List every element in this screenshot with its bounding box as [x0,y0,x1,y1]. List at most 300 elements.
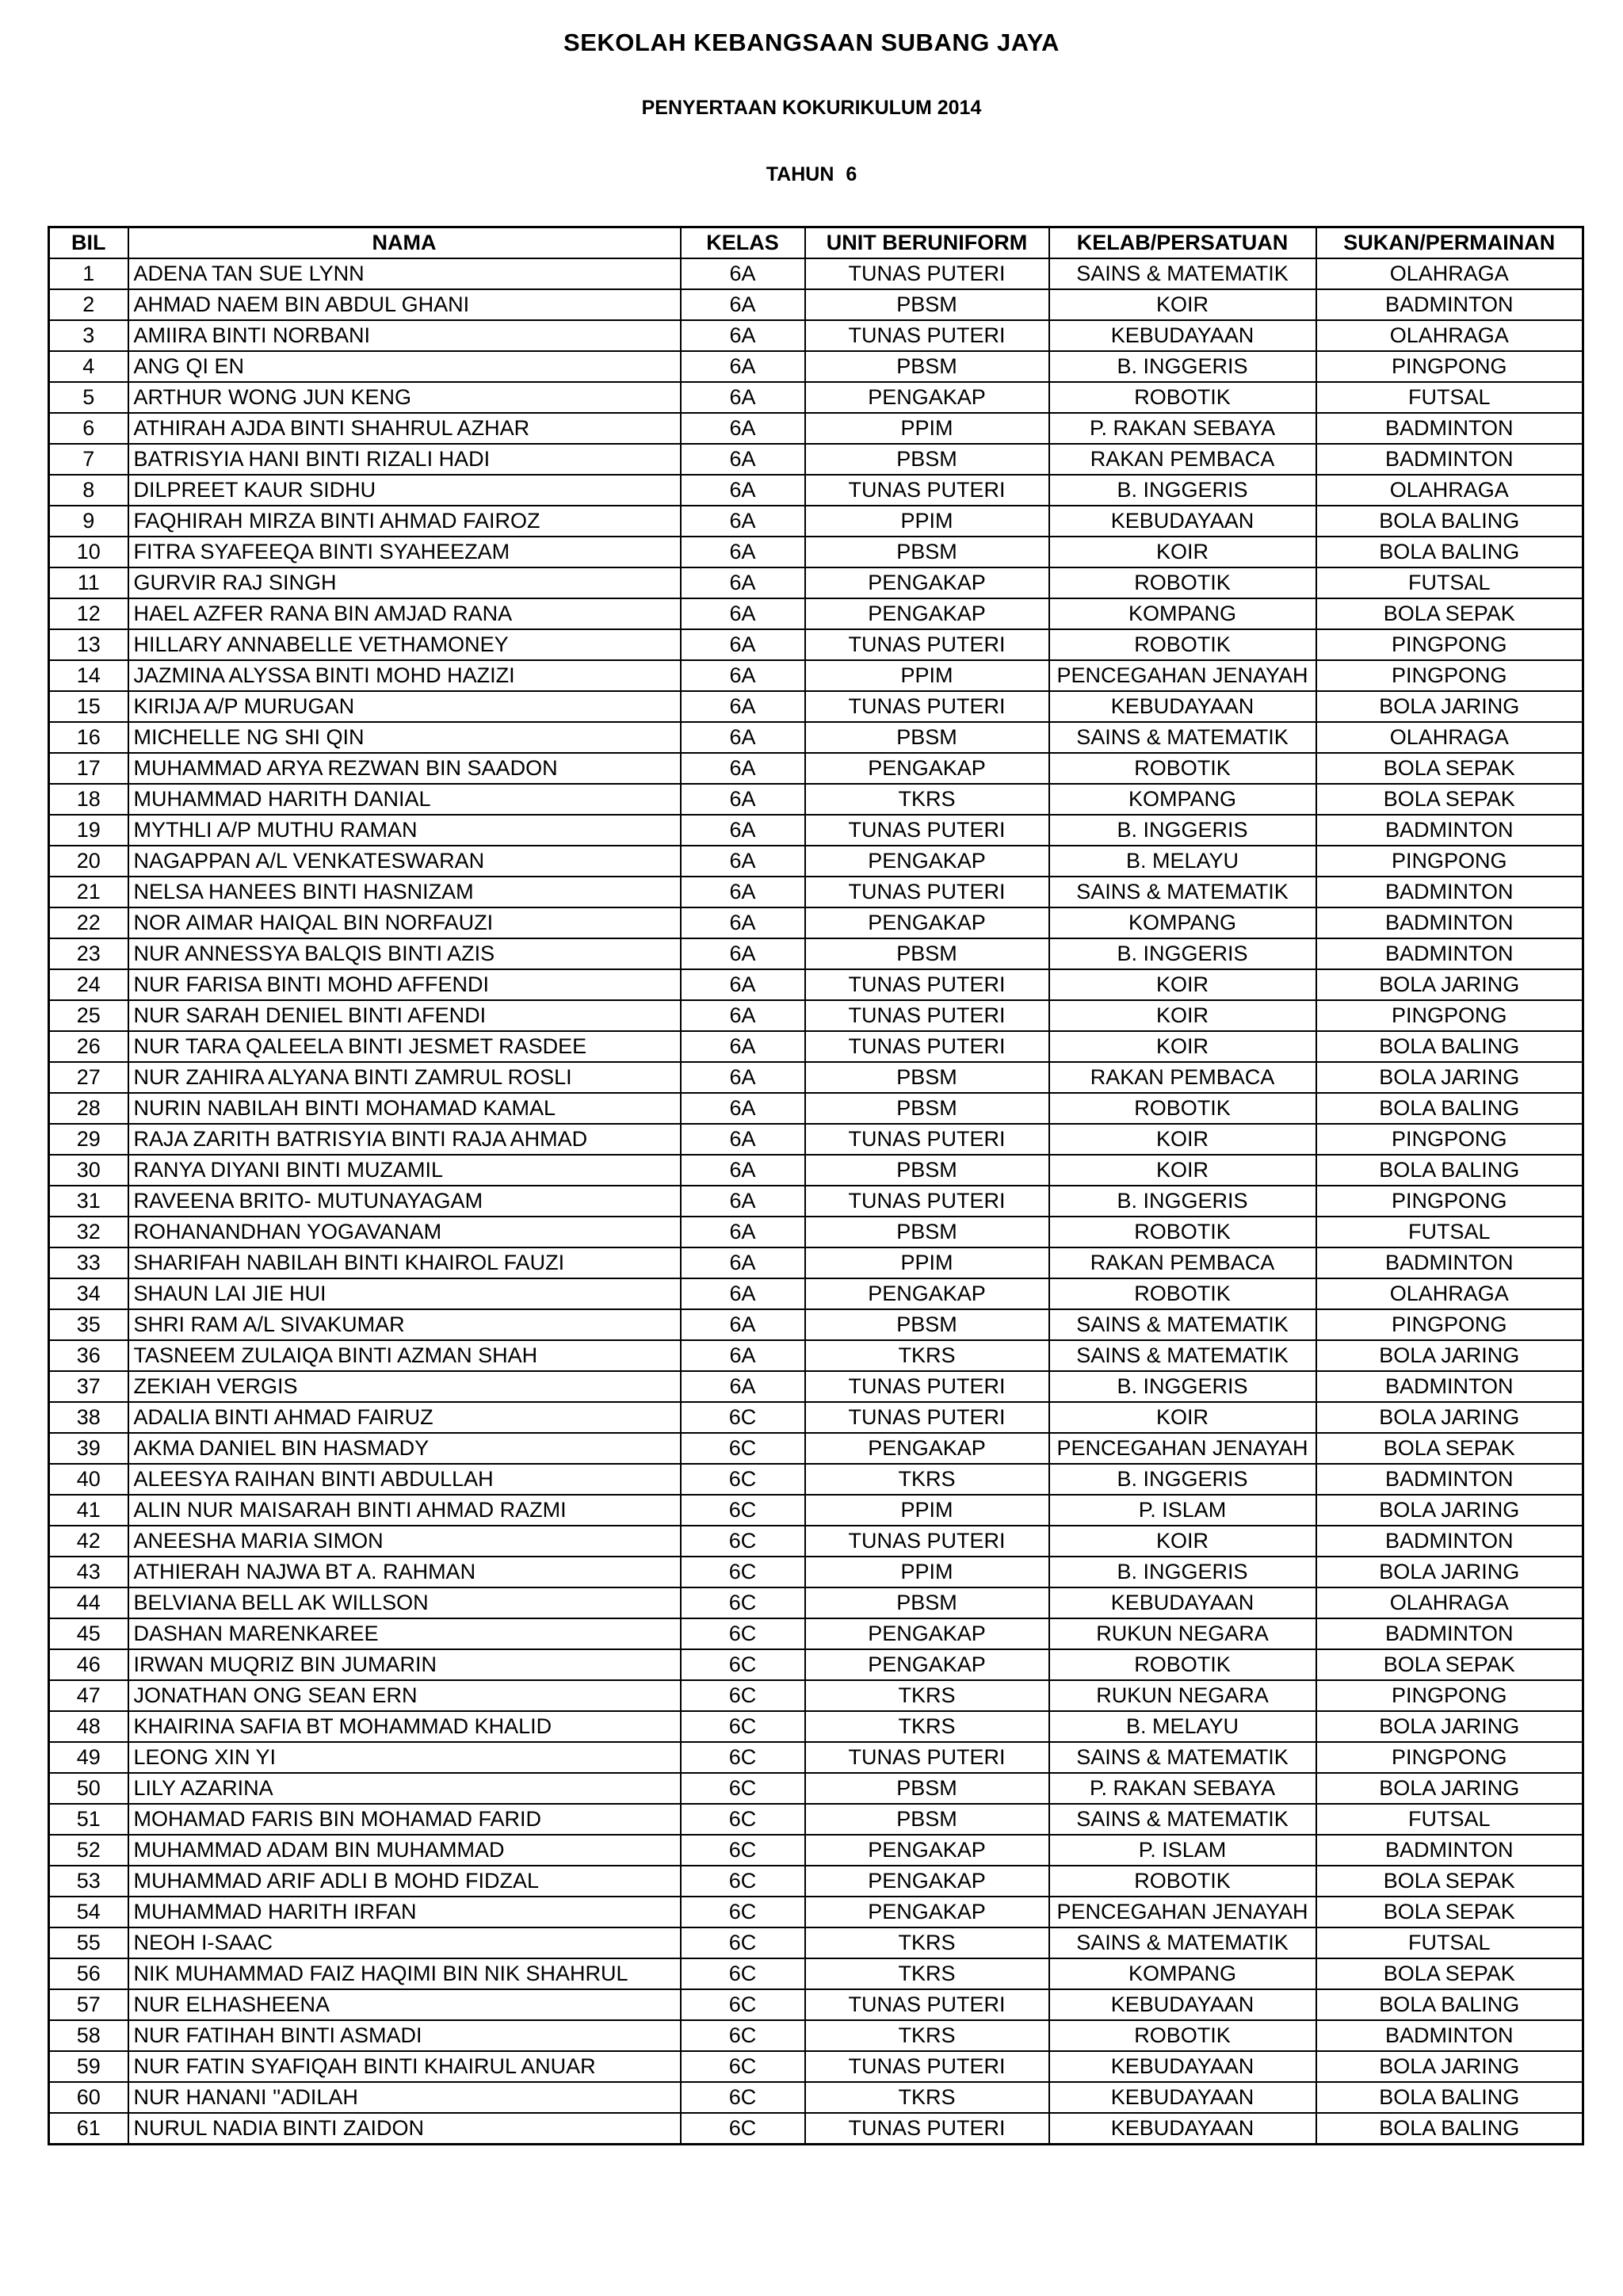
cell-unit-beruniform: TUNAS PUTERI [805,1989,1049,2020]
cell-nama: LEONG XIN YI [128,1742,681,1773]
table-row [49,629,1583,660]
cell-sukan-permainan: BOLA BALING [1316,1031,1583,1062]
cell-kelas: 6A [681,1155,805,1186]
cell-unit-beruniform: TKRS [805,1927,1049,1958]
cell-unit-beruniform: TUNAS PUTERI [805,475,1049,506]
table-row [49,969,1583,1000]
cell-nama: SHARIFAH NABILAH BINTI KHAIROL FAUZI [128,1247,681,1278]
cell-nama: NAGAPPAN A/L VENKATESWARAN [128,846,681,877]
cell-kelas: 6A [681,1062,805,1093]
cell-kelab-persatuan: SAINS & MATEMATIK [1049,1742,1316,1773]
cell-kelab-persatuan: SAINS & MATEMATIK [1049,722,1316,753]
cell-sukan-permainan: BADMINTON [1316,938,1583,969]
table-row [49,1155,1583,1186]
cell-kelab-persatuan: ROBOTIK [1049,567,1316,598]
cell-bil: 40 [49,1464,128,1495]
table-row [49,753,1583,784]
cell-bil: 23 [49,938,128,969]
cell-bil: 13 [49,629,128,660]
cell-unit-beruniform: PBSM [805,1773,1049,1804]
cell-bil: 22 [49,907,128,938]
cell-kelab-persatuan: PENCEGAHAN JENAYAH [1049,660,1316,691]
cell-kelas: 6A [681,351,805,382]
cell-kelab-persatuan: KOIR [1049,1124,1316,1155]
cell-nama: HILLARY ANNABELLE VETHAMONEY [128,629,681,660]
cell-bil: 36 [49,1340,128,1371]
cell-unit-beruniform: PBSM [805,1062,1049,1093]
cell-kelab-persatuan: B. INGGERIS [1049,1371,1316,1402]
cell-kelab-persatuan: B. INGGERIS [1049,1464,1316,1495]
cell-sukan-permainan: FUTSAL [1316,1217,1583,1247]
table-row [49,2113,1583,2145]
table-body [49,258,1583,2145]
cell-unit-beruniform: PBSM [805,1217,1049,1247]
table-row [49,475,1583,506]
cell-sukan-permainan: BOLA BALING [1316,537,1583,567]
cell-kelas: 6C [681,1649,805,1680]
table-row [49,1958,1583,1989]
cell-kelab-persatuan: SAINS & MATEMATIK [1049,1927,1316,1958]
table-row [49,413,1583,444]
cell-nama: MUHAMMAD HARITH IRFAN [128,1897,681,1927]
table-row [49,784,1583,815]
cell-kelas: 6C [681,1958,805,1989]
cell-unit-beruniform: PENGAKAP [805,1649,1049,1680]
cell-sukan-permainan: PINGPONG [1316,1186,1583,1217]
cell-bil: 47 [49,1680,128,1711]
cell-nama: ROHANANDHAN YOGAVANAM [128,1217,681,1247]
cell-unit-beruniform: TUNAS PUTERI [805,1000,1049,1031]
cell-kelab-persatuan: B. INGGERIS [1049,815,1316,846]
cell-kelab-persatuan: KOMPANG [1049,907,1316,938]
cell-kelab-persatuan: KOMPANG [1049,784,1316,815]
cell-sukan-permainan: BOLA SEPAK [1316,1958,1583,1989]
cell-kelas: 6C [681,2020,805,2051]
cell-sukan-permainan: BOLA JARING [1316,691,1583,722]
cell-sukan-permainan: BADMINTON [1316,289,1583,320]
cell-bil: 58 [49,2020,128,2051]
cell-sukan-permainan: BOLA SEPAK [1316,598,1583,629]
cell-bil: 1 [49,258,128,289]
cell-nama: AKMA DANIEL BIN HASMADY [128,1433,681,1464]
cell-sukan-permainan: BOLA JARING [1316,969,1583,1000]
cell-sukan-permainan: OLAHRAGA [1316,1278,1583,1309]
cell-kelab-persatuan: KEBUDAYAAN [1049,691,1316,722]
cell-kelab-persatuan: KOIR [1049,1402,1316,1433]
cell-unit-beruniform: PPIM [805,1495,1049,1526]
cell-nama: KHAIRINA SAFIA BT MOHAMMAD KHALID [128,1711,681,1742]
cell-unit-beruniform: PBSM [805,722,1049,753]
cell-unit-beruniform: TUNAS PUTERI [805,1031,1049,1062]
cell-sukan-permainan: OLAHRAGA [1316,1587,1583,1618]
cell-unit-beruniform: TUNAS PUTERI [805,320,1049,351]
cell-bil: 39 [49,1433,128,1464]
cell-kelab-persatuan: P. ISLAM [1049,1835,1316,1866]
table-row [49,382,1583,413]
cell-unit-beruniform: TUNAS PUTERI [805,1371,1049,1402]
table-row [49,660,1583,691]
cell-unit-beruniform: TKRS [805,784,1049,815]
cell-nama: NUR SARAH DENIEL BINTI AFENDI [128,1000,681,1031]
cell-kelab-persatuan: B. INGGERIS [1049,351,1316,382]
cell-kelas: 6A [681,1000,805,1031]
table-row [49,1124,1583,1155]
cell-sukan-permainan: PINGPONG [1316,351,1583,382]
cell-nama: MUHAMMAD HARITH DANIAL [128,784,681,815]
cell-sukan-permainan: OLAHRAGA [1316,258,1583,289]
cell-unit-beruniform: PPIM [805,660,1049,691]
cell-kelab-persatuan: KOIR [1049,289,1316,320]
cell-kelas: 6C [681,1711,805,1742]
cell-sukan-permainan: BOLA JARING [1316,1557,1583,1587]
cell-nama: LILY AZARINA [128,1773,681,1804]
cell-bil: 8 [49,475,128,506]
cell-bil: 9 [49,506,128,537]
cell-bil: 12 [49,598,128,629]
table-row [49,1649,1583,1680]
cell-unit-beruniform: PENGAKAP [805,907,1049,938]
table-row [49,1495,1583,1526]
cell-sukan-permainan: FUTSAL [1316,1927,1583,1958]
cell-kelab-persatuan: KOIR [1049,1155,1316,1186]
cell-unit-beruniform: PENGAKAP [805,1618,1049,1649]
cell-unit-beruniform: TUNAS PUTERI [805,877,1049,907]
cell-kelas: 6A [681,506,805,537]
cell-nama: ADALIA BINTI AHMAD FAIRUZ [128,1402,681,1433]
cell-bil: 30 [49,1155,128,1186]
cell-bil: 43 [49,1557,128,1587]
cell-kelas: 6A [681,598,805,629]
cell-bil: 44 [49,1587,128,1618]
cell-kelas: 6C [681,1897,805,1927]
cell-kelab-persatuan: SAINS & MATEMATIK [1049,1340,1316,1371]
cell-nama: NIK MUHAMMAD FAIZ HAQIMI BIN NIK SHAHRUL [128,1958,681,1989]
cell-sukan-permainan: BOLA BALING [1316,506,1583,537]
cell-kelab-persatuan: RAKAN PEMBACA [1049,1062,1316,1093]
cell-kelas: 6A [681,846,805,877]
cell-kelas: 6A [681,444,805,475]
cell-sukan-permainan: BOLA BALING [1316,1155,1583,1186]
cell-nama: ALIN NUR MAISARAH BINTI AHMAD RAZMI [128,1495,681,1526]
cell-kelas: 6A [681,753,805,784]
cell-nama: NEOH I-SAAC [128,1927,681,1958]
cell-nama: MICHELLE NG SHI QIN [128,722,681,753]
cell-sukan-permainan: OLAHRAGA [1316,722,1583,753]
cell-nama: MUHAMMAD ARYA REZWAN BIN SAADON [128,753,681,784]
participation-table [48,226,1584,2145]
table-row [49,1897,1583,1927]
cell-sukan-permainan: BOLA SEPAK [1316,753,1583,784]
table-row [49,1371,1583,1402]
cell-kelab-persatuan: KOIR [1049,1526,1316,1557]
cell-bil: 19 [49,815,128,846]
cell-unit-beruniform: TKRS [805,2020,1049,2051]
cell-kelas: 6A [681,969,805,1000]
cell-sukan-permainan: PINGPONG [1316,846,1583,877]
cell-nama: GURVIR RAJ SINGH [128,567,681,598]
cell-kelas: 6A [681,537,805,567]
cell-nama: NURIN NABILAH BINTI MOHAMAD KAMAL [128,1093,681,1124]
cell-nama: ADENA TAN SUE LYNN [128,258,681,289]
cell-bil: 35 [49,1309,128,1340]
table-row [49,1989,1583,2020]
cell-kelab-persatuan: KOIR [1049,969,1316,1000]
cell-bil: 27 [49,1062,128,1093]
cell-bil: 56 [49,1958,128,1989]
cell-bil: 61 [49,2113,128,2145]
cell-kelab-persatuan: RUKUN NEGARA [1049,1618,1316,1649]
cell-kelab-persatuan: B. MELAYU [1049,846,1316,877]
cell-sukan-permainan: BADMINTON [1316,1526,1583,1557]
cell-kelas: 6A [681,1340,805,1371]
cell-nama: NUR TARA QALEELA BINTI JESMET RASDEE [128,1031,681,1062]
cell-sukan-permainan: FUTSAL [1316,1804,1583,1835]
table-row [49,506,1583,537]
cell-kelas: 6C [681,1618,805,1649]
table-row [49,1062,1583,1093]
cell-sukan-permainan: BOLA SEPAK [1316,784,1583,815]
cell-nama: NUR ANNESSYA BALQIS BINTI AZIS [128,938,681,969]
cell-nama: AHMAD NAEM BIN ABDUL GHANI [128,289,681,320]
cell-bil: 50 [49,1773,128,1804]
cell-unit-beruniform: PBSM [805,351,1049,382]
cell-bil: 29 [49,1124,128,1155]
cell-unit-beruniform: PENGAKAP [805,1835,1049,1866]
cell-sukan-permainan: OLAHRAGA [1316,475,1583,506]
cell-kelab-persatuan: RAKAN PEMBACA [1049,444,1316,475]
cell-sukan-permainan: BOLA SEPAK [1316,1433,1583,1464]
cell-nama: ANG QI EN [128,351,681,382]
cell-kelab-persatuan: KEBUDAYAAN [1049,2082,1316,2113]
cell-kelab-persatuan: KOIR [1049,1000,1316,1031]
cell-kelab-persatuan: RAKAN PEMBACA [1049,1247,1316,1278]
cell-kelab-persatuan: B. MELAYU [1049,1711,1316,1742]
cell-kelab-persatuan: B. INGGERIS [1049,475,1316,506]
table-row [49,598,1583,629]
cell-unit-beruniform: TKRS [805,1958,1049,1989]
table-row [49,1526,1583,1557]
cell-unit-beruniform: TKRS [805,2082,1049,2113]
cell-nama: ALEESYA RAIHAN BINTI ABDULLAH [128,1464,681,1495]
cell-sukan-permainan: BADMINTON [1316,907,1583,938]
cell-nama: ANEESHA MARIA SIMON [128,1526,681,1557]
cell-unit-beruniform: TUNAS PUTERI [805,691,1049,722]
cell-kelab-persatuan: SAINS & MATEMATIK [1049,1309,1316,1340]
cell-kelab-persatuan: KEBUDAYAAN [1049,1989,1316,2020]
cell-kelas: 6C [681,1927,805,1958]
table-row [49,351,1583,382]
table-row [49,289,1583,320]
cell-bil: 5 [49,382,128,413]
cell-kelas: 6C [681,1433,805,1464]
table-row [49,1587,1583,1618]
cell-kelas: 6A [681,567,805,598]
cell-sukan-permainan: BADMINTON [1316,444,1583,475]
cell-unit-beruniform: PBSM [805,289,1049,320]
cell-unit-beruniform: TKRS [805,1340,1049,1371]
table-row [49,846,1583,877]
cell-kelas: 6C [681,1495,805,1526]
cell-kelab-persatuan: PENCEGAHAN JENAYAH [1049,1433,1316,1464]
cell-unit-beruniform: TUNAS PUTERI [805,629,1049,660]
cell-unit-beruniform: PBSM [805,1155,1049,1186]
table-row [49,1433,1583,1464]
cell-unit-beruniform: TUNAS PUTERI [805,258,1049,289]
table-row [49,537,1583,567]
cell-unit-beruniform: PENGAKAP [805,1866,1049,1897]
table-row [49,2020,1583,2051]
cell-kelas: 6A [681,629,805,660]
cell-nama: RAJA ZARITH BATRISYIA BINTI RAJA AHMAD [128,1124,681,1155]
cell-unit-beruniform: TKRS [805,1711,1049,1742]
cell-unit-beruniform: TUNAS PUTERI [805,815,1049,846]
cell-nama: MUHAMMAD ARIF ADLI B MOHD FIDZAL [128,1866,681,1897]
cell-kelab-persatuan: B. INGGERIS [1049,1557,1316,1587]
table-row [49,1031,1583,1062]
cell-unit-beruniform: PENGAKAP [805,1897,1049,1927]
cell-nama: JONATHAN ONG SEAN ERN [128,1680,681,1711]
cell-nama: NURUL NADIA BINTI ZAIDON [128,2113,681,2145]
cell-bil: 20 [49,846,128,877]
column-header-kelas: KELAS [681,227,805,259]
cell-nama: RAVEENA BRITO- MUTUNAYAGAM [128,1186,681,1217]
cell-sukan-permainan: BADMINTON [1316,1464,1583,1495]
cell-kelab-persatuan: KOIR [1049,537,1316,567]
cell-kelas: 6A [681,907,805,938]
cell-kelab-persatuan: SAINS & MATEMATIK [1049,258,1316,289]
cell-kelas: 6C [681,1835,805,1866]
table-row [49,2082,1583,2113]
cell-bil: 37 [49,1371,128,1402]
cell-bil: 34 [49,1278,128,1309]
column-header-unit-beruniform: UNIT BERUNIFORM [805,227,1049,259]
cell-kelas: 6C [681,1526,805,1557]
cell-kelas: 6A [681,289,805,320]
cell-kelas: 6A [681,784,805,815]
cell-sukan-permainan: BADMINTON [1316,1247,1583,1278]
cell-bil: 10 [49,537,128,567]
cell-bil: 53 [49,1866,128,1897]
cell-kelas: 6A [681,722,805,753]
table-row [49,1711,1583,1742]
cell-kelab-persatuan: ROBOTIK [1049,1217,1316,1247]
table-row [49,815,1583,846]
table-row [49,1618,1583,1649]
cell-nama: NELSA HANEES BINTI HASNIZAM [128,877,681,907]
cell-kelab-persatuan: KEBUDAYAAN [1049,1587,1316,1618]
cell-kelas: 6C [681,1464,805,1495]
cell-bil: 49 [49,1742,128,1773]
header-row [49,227,1583,259]
cell-sukan-permainan: BOLA SEPAK [1316,1897,1583,1927]
table-row [49,444,1583,475]
cell-unit-beruniform: PBSM [805,537,1049,567]
cell-bil: 17 [49,753,128,784]
table-row [49,1680,1583,1711]
cell-kelas: 6A [681,1371,805,1402]
cell-nama: MYTHLI A/P MUTHU RAMAN [128,815,681,846]
cell-kelas: 6A [681,691,805,722]
cell-sukan-permainan: BADMINTON [1316,1835,1583,1866]
cell-nama: NOR AIMAR HAIQAL BIN NORFAUZI [128,907,681,938]
cell-kelas: 6C [681,1989,805,2020]
cell-kelas: 6C [681,2082,805,2113]
table-row [49,320,1583,351]
column-header-nama: NAMA [128,227,681,259]
cell-unit-beruniform: PENGAKAP [805,1433,1049,1464]
cell-unit-beruniform: PENGAKAP [805,753,1049,784]
cell-sukan-permainan: BOLA BALING [1316,2082,1583,2113]
table-row [49,1217,1583,1247]
cell-bil: 52 [49,1835,128,1866]
cell-sukan-permainan: BOLA JARING [1316,1340,1583,1371]
cell-bil: 45 [49,1618,128,1649]
cell-kelab-persatuan: B. INGGERIS [1049,1186,1316,1217]
cell-kelas: 6A [681,815,805,846]
cell-nama: RANYA DIYANI BINTI MUZAMIL [128,1155,681,1186]
cell-nama: ATHIERAH NAJWA BT A. RAHMAN [128,1557,681,1587]
cell-kelab-persatuan: KOMPANG [1049,1958,1316,1989]
cell-sukan-permainan: BADMINTON [1316,1618,1583,1649]
table-row [49,1742,1583,1773]
cell-kelab-persatuan: ROBOTIK [1049,1093,1316,1124]
cell-kelas: 6A [681,1124,805,1155]
cell-unit-beruniform: PENGAKAP [805,382,1049,413]
cell-nama: DILPREET KAUR SIDHU [128,475,681,506]
cell-kelas: 6A [681,660,805,691]
cell-bil: 51 [49,1804,128,1835]
cell-sukan-permainan: FUTSAL [1316,567,1583,598]
table-row [49,1866,1583,1897]
cell-sukan-permainan: PINGPONG [1316,1000,1583,1031]
cell-kelas: 6A [681,877,805,907]
cell-kelab-persatuan: KOIR [1049,1031,1316,1062]
table-row [49,567,1583,598]
cell-kelab-persatuan: ROBOTIK [1049,2020,1316,2051]
table-header [49,227,1583,259]
cell-sukan-permainan: BOLA JARING [1316,1495,1583,1526]
cell-nama: NUR FATIN SYAFIQAH BINTI KHAIRUL ANUAR [128,2051,681,2082]
table-row [49,1247,1583,1278]
cell-bil: 7 [49,444,128,475]
cell-bil: 3 [49,320,128,351]
cell-bil: 46 [49,1649,128,1680]
cell-kelab-persatuan: P. ISLAM [1049,1495,1316,1526]
cell-bil: 6 [49,413,128,444]
cell-unit-beruniform: TUNAS PUTERI [805,1124,1049,1155]
table-row [49,1773,1583,1804]
cell-unit-beruniform: TKRS [805,1464,1049,1495]
cell-kelas: 6C [681,2051,805,2082]
cell-nama: NUR FATIHAH BINTI ASMADI [128,2020,681,2051]
cell-sukan-permainan: BOLA SEPAK [1316,1649,1583,1680]
table-row [49,1557,1583,1587]
cell-kelas: 6C [681,1804,805,1835]
table-row [49,691,1583,722]
cell-nama: NUR ELHASHEENA [128,1989,681,2020]
cell-kelas: 6C [681,1866,805,1897]
cell-kelab-persatuan: ROBOTIK [1049,1649,1316,1680]
cell-sukan-permainan: PINGPONG [1316,1742,1583,1773]
cell-nama: SHRI RAM A/L SIVAKUMAR [128,1309,681,1340]
table-row [49,1927,1583,1958]
cell-kelas: 6A [681,1217,805,1247]
cell-kelas: 6A [681,1093,805,1124]
cell-kelab-persatuan: KOMPANG [1049,598,1316,629]
cell-kelas: 6A [681,258,805,289]
document-subtitle: PENYERTAAN KOKURIKULUM 2014 [641,97,982,119]
cell-nama: FITRA SYAFEEQA BINTI SYAHEEZAM [128,537,681,567]
